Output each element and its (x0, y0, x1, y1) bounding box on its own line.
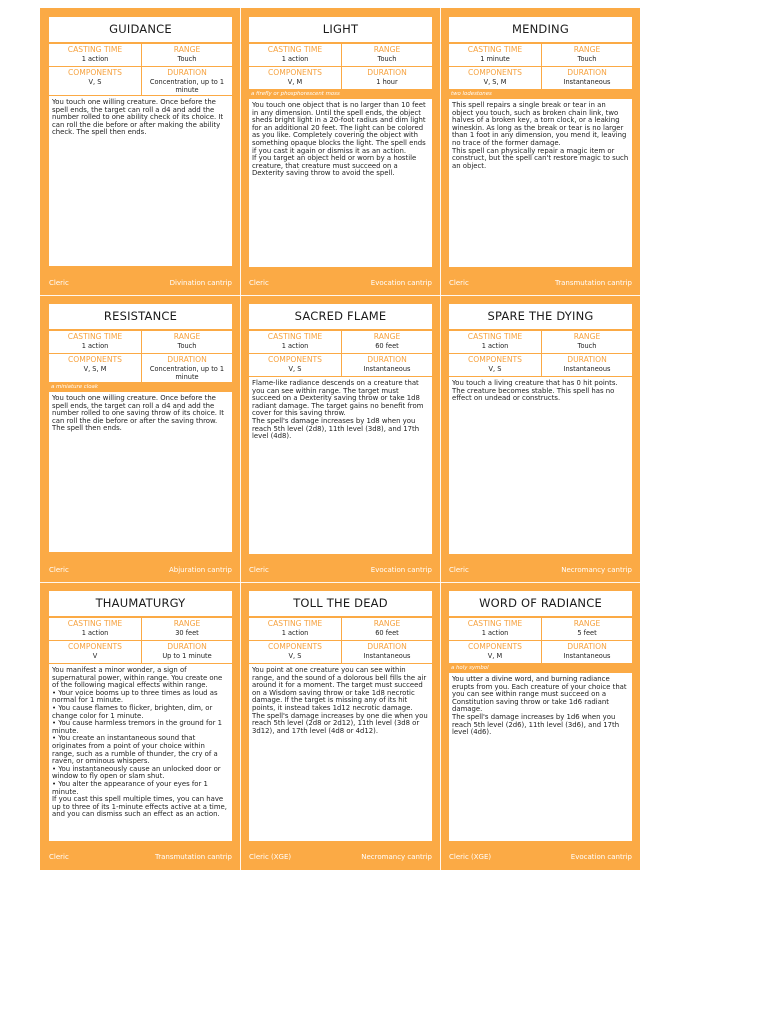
duration-cell (542, 67, 632, 89)
components-cell (249, 67, 341, 89)
casting-time-cell (449, 44, 541, 66)
components-cell (249, 641, 341, 663)
card-footer (49, 851, 232, 863)
spell-stats (49, 44, 232, 95)
casting-time-label: CASTING TIME (467, 619, 523, 628)
duration-value: Instantaneous (363, 652, 411, 660)
casting-time-cell (249, 618, 341, 640)
range-cell (342, 44, 432, 66)
range-cell (142, 44, 232, 66)
range-cell (142, 331, 232, 353)
casting-time-label: CASTING TIME (67, 45, 123, 54)
range-label: RANGE (573, 45, 601, 54)
description-paragraph: • You instantaneously cause an unlocked door or window to fly open or slam shut. (52, 764, 221, 781)
range-label: RANGE (173, 619, 201, 628)
description-paragraph: This spell can physically repair a magic item or construct, but the spell can't restore magic to such an object. (452, 146, 629, 170)
spell-class: Cleric (XGE) (449, 853, 492, 861)
components-value: V (92, 652, 98, 660)
components-cell (449, 641, 541, 663)
description-paragraph: You touch a living creature that has 0 hit points. The creature becomes stable. This spell has no effect on undead or constructs. (452, 379, 618, 403)
card-footer (249, 277, 432, 289)
range-value: Touch (577, 342, 597, 350)
spell-school: Necromancy cantrip (361, 853, 432, 861)
range-value: Touch (577, 55, 597, 63)
description-paragraph: This spell repairs a single break or tear in an object you touch, such as broken chain link, two halves of a broken key, a torn clock, or a leaking wineskin. As long as the break or tear is no larger than 1 foot in any dimension, you mend it, leaving no trace of the former damage. (452, 101, 627, 147)
spell-name: SACRED FLAME (249, 304, 432, 329)
description-paragraph: You point at one creature you can see within range, and the sound of a dolorous bell fills the air around it for a moment. The target must succeed on a Wisdom saving throw or take 1d8 necrotic damage. If the target is missing any of its hit points, it instead takes 1d12 necrotic damage. (252, 666, 427, 712)
card-footer (249, 851, 432, 863)
casting-time-label: CASTING TIME (67, 332, 123, 341)
spell-name: LIGHT (249, 17, 432, 42)
casting-time-value: 1 action (481, 342, 509, 350)
duration-label: DURATION (167, 355, 207, 364)
duration-label: DURATION (567, 355, 607, 364)
description-paragraph: You utter a divine word, and burning radiance erupts from you. Each creature of your choice that you can see within range must succeed on a Constitution saving throw or take 1d6 radiant damage. (452, 675, 627, 714)
components-label: COMPONENTS (267, 68, 322, 77)
spell-class: Cleric (49, 279, 69, 287)
components-value: V, S (288, 652, 302, 660)
duration-cell (142, 641, 232, 663)
spell-stats (449, 331, 632, 376)
spell-description (249, 664, 432, 841)
components-label: COMPONENTS (67, 68, 122, 77)
spell-card (440, 8, 640, 295)
range-value: 5 feet (577, 629, 597, 637)
duration-label: DURATION (167, 642, 207, 651)
description-paragraph: Flame-like radiance descends on a creature that you can see within range. The target must succeed on a Dexterity saving throw or take 1d8 radiant damage. The target gains no benefit from cover for this saving throw. (252, 379, 424, 418)
description-paragraph: You touch one willing creature. Once before the spell ends, the target can roll a d4 and add the number rolled to one ability check of its choice. It can roll the die before or after making the ability check. The spell then ends. (52, 98, 224, 137)
duration-value: Instantaneous (563, 78, 611, 86)
duration-cell (542, 641, 632, 663)
spell-card (40, 582, 240, 869)
range-value: 60 feet (375, 342, 399, 350)
range-value: Touch (177, 342, 197, 350)
spell-school: Necromancy cantrip (561, 566, 632, 574)
card-footer (49, 277, 232, 289)
spell-description (449, 99, 632, 267)
casting-time-cell (49, 331, 141, 353)
range-cell (542, 44, 632, 66)
range-label: RANGE (373, 45, 401, 54)
range-label: RANGE (373, 619, 401, 628)
components-cell (49, 641, 141, 663)
spell-card (240, 295, 440, 582)
duration-cell (542, 354, 632, 376)
spell-stats (249, 618, 432, 663)
material-component: a holy symbol (451, 665, 489, 671)
range-label: RANGE (373, 332, 401, 341)
casting-time-value: 1 minute (480, 55, 510, 63)
spell-stats (449, 618, 632, 663)
components-cell (449, 67, 541, 89)
spell-card (440, 582, 640, 869)
range-label: RANGE (173, 332, 201, 341)
duration-value: Instantaneous (563, 365, 611, 373)
spell-description (49, 664, 232, 841)
description-paragraph: • You create an instantaneous sound that originates from a point of your choice within range, such as a rumble of thunder, the cry of a raven, or ominous whispers. (52, 734, 218, 766)
spell-card-sheet (40, 8, 640, 870)
duration-value: Up to 1 minute (162, 652, 212, 660)
description-paragraph: You touch one willing creature. Once before the spell ends, the target can roll a d4 and add the number rolled to one saving throw of its choice. It can roll the die before or after the saving throw. The spell then ends. (52, 394, 224, 433)
spell-class: Cleric (249, 566, 269, 574)
description-paragraph: You touch one object that is no larger than 10 feet in any dimension. Until the spell ends, the object sheds bright light in a 20-foot radius and dim light for an additional 20 feet. The light can be colored as you like. Completely covering the object with something opaque blocks the light. The spell ends if you cast it again or dismiss it as an action. (252, 101, 426, 155)
range-label: RANGE (573, 332, 601, 341)
components-value: V, S (88, 78, 102, 86)
spell-description (249, 377, 432, 554)
card-footer (449, 564, 632, 576)
components-label: COMPONENTS (467, 642, 522, 651)
casting-time-label: CASTING TIME (267, 45, 323, 54)
casting-time-cell (49, 44, 141, 66)
spell-stats (249, 44, 432, 89)
duration-value: Instantaneous (563, 652, 611, 660)
casting-time-value: 1 action (281, 342, 309, 350)
duration-value: Instantaneous (363, 365, 411, 373)
duration-label: DURATION (367, 68, 407, 77)
components-cell (49, 67, 141, 95)
spell-class: Cleric (449, 279, 469, 287)
range-cell (142, 618, 232, 640)
duration-value: Concentration, up to 1 minute (149, 365, 225, 381)
description-paragraph: The spell's damage increases by 1d6 when you reach 5th level (2d6), 11th level (3d6), and 17th level (4d6). (452, 712, 620, 737)
description-paragraph: • You cause flames to flicker, brighten, dim, or change color for 1 minute. (52, 703, 213, 720)
spell-stats (249, 331, 432, 376)
material-component: two lodestones (451, 91, 492, 97)
casting-time-value: 1 action (81, 629, 109, 637)
description-paragraph: • You cause harmless tremors in the ground for 1 minute. (52, 719, 223, 735)
range-value: 60 feet (375, 629, 399, 637)
range-label: RANGE (573, 619, 601, 628)
spell-school: Divination cantrip (169, 279, 232, 287)
spell-name: MENDING (449, 17, 632, 42)
components-value: V, S (488, 365, 502, 373)
spell-class: Cleric (449, 566, 469, 574)
duration-cell (142, 354, 232, 382)
duration-cell (342, 641, 432, 663)
spell-description (49, 392, 232, 552)
spell-description (249, 99, 432, 267)
material-component: a firefly or phosphorescent moss (251, 91, 340, 97)
description-paragraph: • Your voice booms up to three times as loud as normal for 1 minute. (52, 688, 218, 705)
description-paragraph: You manifest a minor wonder, a sign of supernatural power, within range. You create one of the following magical effects within range. (52, 666, 223, 690)
card-footer (449, 277, 632, 289)
components-value: V, M (287, 78, 303, 86)
spell-name: THAUMATURGY (49, 591, 232, 616)
spell-card (240, 582, 440, 869)
casting-time-value: 1 action (81, 342, 109, 350)
casting-time-value: 1 action (281, 629, 309, 637)
spell-class: Cleric (49, 566, 69, 574)
components-label: COMPONENTS (467, 68, 522, 77)
spell-stats (49, 618, 232, 663)
spell-school: Evocation cantrip (370, 279, 432, 287)
material-component: a miniature cloak (51, 384, 98, 390)
spell-school: Evocation cantrip (570, 853, 632, 861)
duration-value: Concentration, up to 1 minute (149, 78, 225, 94)
components-label: COMPONENTS (67, 642, 122, 651)
components-cell (449, 354, 541, 376)
casting-time-label: CASTING TIME (267, 332, 323, 341)
card-footer (449, 851, 632, 863)
duration-label: DURATION (567, 642, 607, 651)
description-paragraph: The spell's damage increases by one die when you reach 5th level (2d8 or 2d12), 11th level (3d8 or 3d12), and 17th level (4d8 or 4d12). (252, 711, 428, 735)
duration-cell (342, 354, 432, 376)
spell-card (440, 295, 640, 582)
components-label: COMPONENTS (267, 642, 322, 651)
components-cell (49, 354, 141, 382)
range-label: RANGE (173, 45, 201, 54)
spell-school: Transmutation cantrip (554, 279, 632, 287)
spell-class: Cleric (249, 279, 269, 287)
description-paragraph: The spell's damage increases by 1d8 when you reach 5th level (2d8), 11th level (3d8), and 17th level (4d8). (252, 416, 420, 441)
spell-card (40, 8, 240, 295)
casting-time-cell (449, 618, 541, 640)
spell-school: Abjuration cantrip (169, 566, 232, 574)
components-label: COMPONENTS (467, 355, 522, 364)
casting-time-value: 1 action (81, 55, 109, 63)
duration-label: DURATION (367, 355, 407, 364)
range-cell (342, 331, 432, 353)
duration-label: DURATION (567, 68, 607, 77)
spell-description (49, 96, 232, 266)
spell-school: Transmutation cantrip (154, 853, 232, 861)
range-value: Touch (377, 55, 397, 63)
spell-school: Evocation cantrip (370, 566, 432, 574)
casting-time-cell (249, 331, 341, 353)
spell-class: Cleric (49, 853, 69, 861)
components-value: V, S (288, 365, 302, 373)
spell-name: TOLL THE DEAD (249, 591, 432, 616)
casting-time-label: CASTING TIME (267, 619, 323, 628)
casting-time-label: CASTING TIME (467, 45, 523, 54)
components-value: V, S, M (83, 365, 107, 373)
range-value: 30 feet (175, 629, 199, 637)
range-cell (342, 618, 432, 640)
duration-label: DURATION (167, 68, 207, 77)
spell-stats (449, 44, 632, 89)
spell-name: RESISTANCE (49, 304, 232, 329)
spell-name: GUIDANCE (49, 17, 232, 42)
description-paragraph: If you target an object held or worn by a hostile creature, that creature must succeed on a Dexterity saving throw to avoid the spell. (252, 154, 417, 178)
spell-card (240, 8, 440, 295)
card-footer (249, 564, 432, 576)
range-cell (542, 331, 632, 353)
duration-cell (342, 67, 432, 89)
components-cell (249, 354, 341, 376)
casting-time-value: 1 action (481, 629, 509, 637)
components-value: V, S, M (483, 78, 507, 86)
casting-time-cell (449, 331, 541, 353)
casting-time-label: CASTING TIME (467, 332, 523, 341)
duration-label: DURATION (367, 642, 407, 651)
components-label: COMPONENTS (267, 355, 322, 364)
casting-time-label: CASTING TIME (67, 619, 123, 628)
casting-time-cell (49, 618, 141, 640)
casting-time-cell (249, 44, 341, 66)
spell-description (449, 673, 632, 841)
range-cell (542, 618, 632, 640)
spell-description (449, 377, 632, 554)
duration-value: 1 hour (376, 78, 398, 86)
spell-class: Cleric (XGE) (249, 853, 292, 861)
spell-stats (49, 331, 232, 382)
spell-name: SPARE THE DYING (449, 304, 632, 329)
description-paragraph: • You alter the appearance of your eyes for 1 minute. (52, 779, 208, 796)
card-footer (49, 564, 232, 576)
components-label: COMPONENTS (67, 355, 122, 364)
components-value: V, M (487, 652, 503, 660)
casting-time-value: 1 action (281, 55, 309, 63)
duration-cell (142, 67, 232, 95)
description-paragraph: If you cast this spell multiple times, you can have up to three of its 1-minute effects active at a time, and you can dismiss such an effect as an action. (52, 795, 227, 819)
range-value: Touch (177, 55, 197, 63)
spell-name: WORD OF RADIANCE (449, 591, 632, 616)
spell-card (40, 295, 240, 582)
